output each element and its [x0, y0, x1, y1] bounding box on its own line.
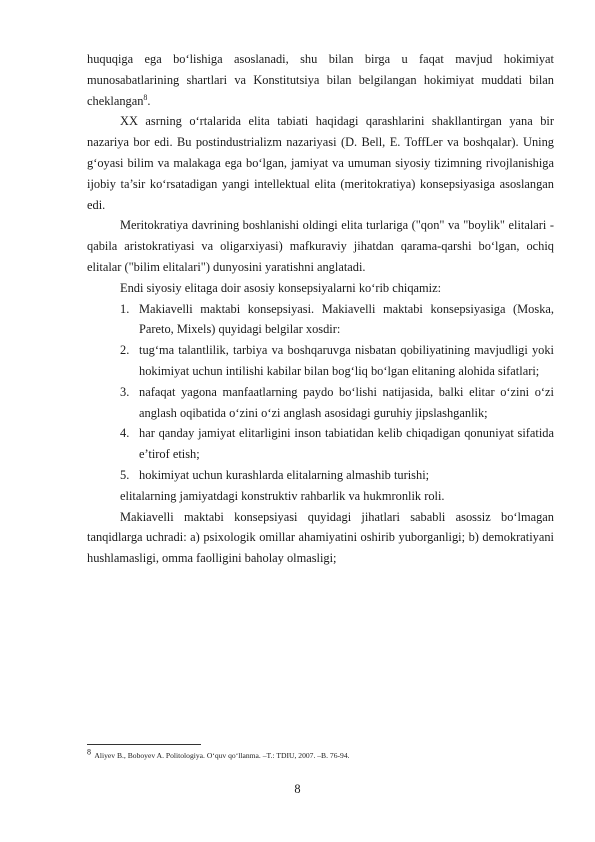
paragraph-text: huquqiga ega bo‘lishiga asoslanadi, shu bilan birga u faqat mavjud hokimiyat munosabatlarining shartlari va Konstitutsiya bilan belgilangan hokimiyat muddati bilan cheklangan	[87, 52, 554, 108]
list-number: 2.	[120, 343, 130, 358]
paragraph-postindustrialism: XX asrning o‘rtalarida elita tabiati haqidagi qarashlarini shakllantirgan yana bir nazariya bor edi. Bu postindustrializm nazariyasi (D. Bell, E. ToffLer va boshqalar). Uning g‘oyasi bilim va malakaga ega bo‘lgan, jamiyat va umuman siyosiy tizimning rivojlanishiga ijobiy ta’sir ko‘rsatadigan yangi intellektual elita (meritokratiya) konsepsiyasiga asoslangan edi.	[87, 114, 554, 212]
list-item-text: Makiavelli maktabi konsepsiyasi. Makiavelli maktabi konsepsiyasiga (Moska, Pareto, Mixels) quyidagi belgilar xosdir:	[139, 301, 554, 337]
paragraph-intro-concepts: Endi siyosiy elitaga doir asosiy konsepsiyalarni ko‘rib chiqamiz:	[120, 280, 442, 295]
footnote-mark: 8	[87, 747, 91, 757]
concepts-list	[87, 299, 554, 486]
body-text	[87, 49, 554, 569]
list-item	[87, 465, 554, 486]
list-number: 3.	[120, 384, 130, 399]
paragraph-meritocracy: Meritokratiya davrining boshlanishi oldingi elita turlariga ("qon" va "boylik" elitalari - qabila aristokratiyasi va oligarxiyasi) mafkuraviy jihatdan qarama-qarshi bo‘lgan, ochiq elitalar ("bilim elitalari") dunyosini yaratishni anglatadi.	[87, 218, 554, 274]
list-item-text: nafaqat yagona manfaatlarning paydo bo‘lishi natijasida, balki elitar o‘zini o‘zi anglash oqibatida o‘zini o‘zi anglash asosidagi guruhiy jipslashganlik;	[139, 384, 554, 420]
list-item	[87, 340, 554, 382]
list-item	[87, 423, 554, 465]
footnote	[87, 747, 554, 761]
page-number: 8	[294, 782, 301, 796]
list-item-text: hokimiyat uchun kurashlarda elitalarning almashib turishi;	[139, 467, 430, 482]
footnote-text: Aliyev B., Boboyev A. Politologiya. O‘quv qo‘llanma. –T.: TDIU, 2007. –B. 76-94.	[94, 751, 350, 760]
paragraph-end: .	[147, 93, 151, 108]
footnote-ref: 8	[143, 92, 148, 102]
list-item	[87, 382, 554, 424]
paragraph-continued	[87, 49, 554, 111]
list-item	[87, 299, 554, 341]
list-number: 4.	[120, 426, 130, 441]
footnote-separator	[87, 744, 201, 745]
list-item-text: tug‘ma talantlilik, tarbiya va boshqaruvga nisbatan qobiliyatining mavjudligi yoki hokimiyat uchun intilishi kabilar bilan bog‘liq bo‘lgan elitaning alohida sifatlari;	[139, 343, 554, 378]
paragraph-criticism: Makiavelli maktabi konsepsiyasi quyidagi jihatlari sababli asossiz bo‘lmagan tanqidlarga uchradi: a) psixologik omillar ahamiyatini oshirib yuborganligi; b) demokratiyani hushlamasligi, omma faolligini baholay olmasligi;	[87, 509, 554, 566]
paragraph-elite-role: elitalarning jamiyatdagi konstruktiv rahbarlik va hukmronlik roli.	[120, 488, 445, 503]
list-number: 1.	[120, 301, 130, 316]
list-number: 5.	[120, 467, 130, 482]
list-item-text: har qanday jamiyat elitarligini inson tabiatidan kelib chiqadigan qonuniyat sifatida e’tirof etish;	[139, 426, 554, 462]
